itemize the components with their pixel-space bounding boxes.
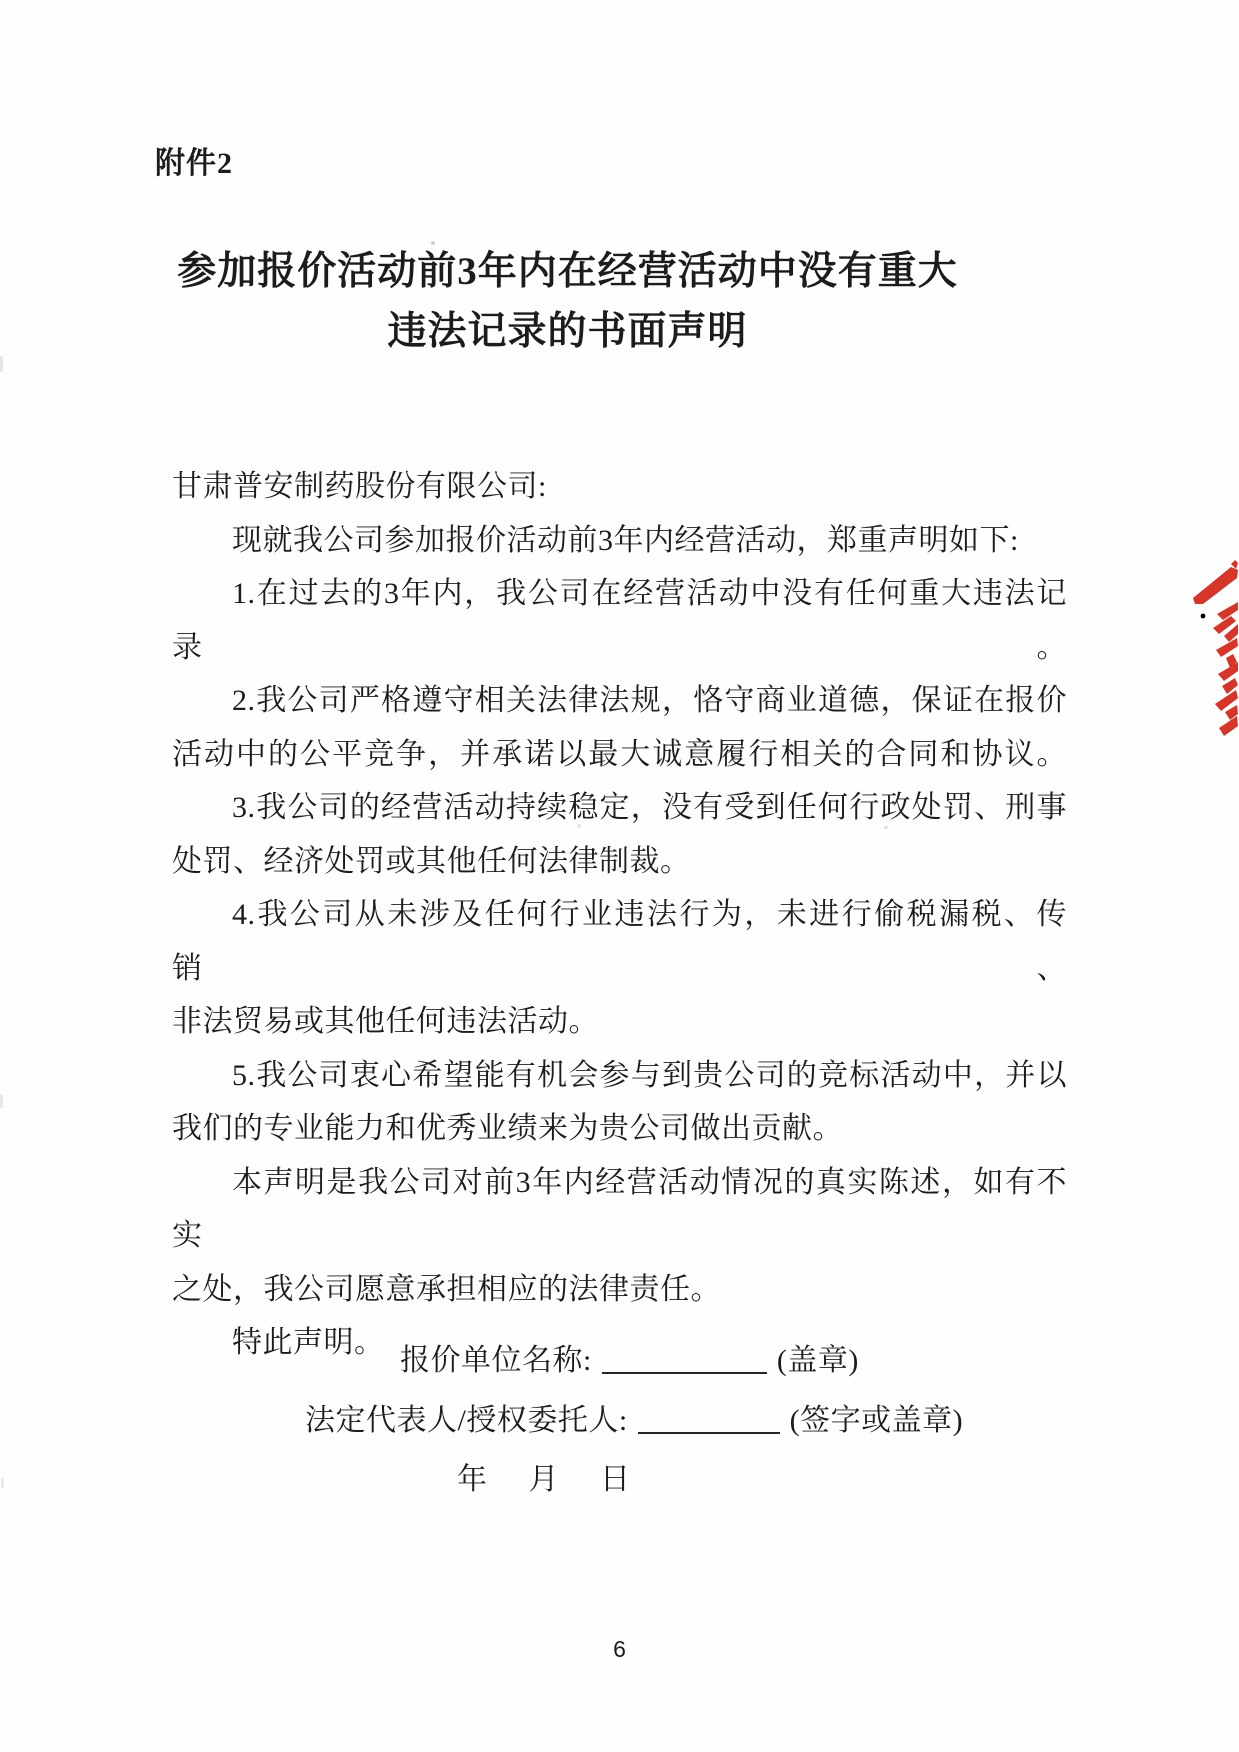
day-label: 日 [600,1463,630,1496]
scan-artifact [884,826,888,829]
body-text [172,460,1067,1370]
quote-unit-seal-hint: (盖章) [776,1344,859,1377]
page-number: 6 [613,1636,626,1662]
representative-line [305,1398,1067,1458]
body-line: 本声明是我公司对前3年内经营活动情况的真实陈述，如有不实 [172,1165,1067,1252]
scan-artifact [0,356,3,372]
signature-block [172,1338,1067,1518]
attachment-label: 附件2 [155,147,233,180]
representative-label: 法定代表人/授权委托人: [305,1404,628,1437]
body-line: 非法贸易或其他任何违法活动。 [172,1005,599,1038]
body-line: 我们的专业能力和优秀业绩来为贵公司做出贡献。 [172,1112,843,1145]
body-line: 3.我公司的经营活动持续稳定，没有受到任何行政处罚、刑事 [232,791,1067,824]
quote-unit-line [400,1338,1067,1398]
year-label: 年 [457,1463,487,1496]
scan-artifact [1,1478,4,1488]
body-line: 5.我公司衷心希望能有机会参与到贵公司的竞标活动中，并以 [232,1058,1067,1092]
quote-unit-blank [602,1342,767,1374]
document-title [0,242,1135,362]
scan-artifact [0,1094,3,1108]
date-line [457,1458,1067,1518]
title-line-1: 参加报价活动前3年内在经营活动中没有重大 [177,250,958,293]
body-line: 活动中的公平竞争，并承诺以最大诚意履行相关的合同和协议。 [172,737,1067,771]
red-seal-stamp [1191,558,1239,740]
scan-artifact [431,241,435,245]
body-line: 处罚、经济处罚或其他任何法律制裁。 [172,844,691,878]
body-line: 之处，我公司愿意承担相应的法律责任。 [172,1272,721,1306]
body-line: 特此声明。 [232,1326,385,1359]
body-line: 现就我公司参加报价活动前3年内经营活动，郑重声明如下: [232,523,1019,557]
salutation: 甘肃普安制药股份有限公司: [172,470,547,503]
body-line: 1.在过去的3年内，我公司在经营活动中没有任何重大违法记录。 [172,577,1067,664]
representative-blank [638,1402,780,1434]
quote-unit-label: 报价单位名称: [400,1344,592,1377]
month-label: 月 [528,1463,559,1496]
representative-seal-hint: (签字或盖章) [789,1404,964,1437]
body-line: 2.我公司严格遵守相关法律法规，恪守商业道德，保证在报价 [232,684,1067,717]
scan-artifact [577,824,581,828]
title-line-2: 违法记录的书面声明 [387,310,748,353]
body-line: 4.我公司从未涉及任何行业违法行为，未进行偷税漏税、传销、 [172,898,1067,985]
